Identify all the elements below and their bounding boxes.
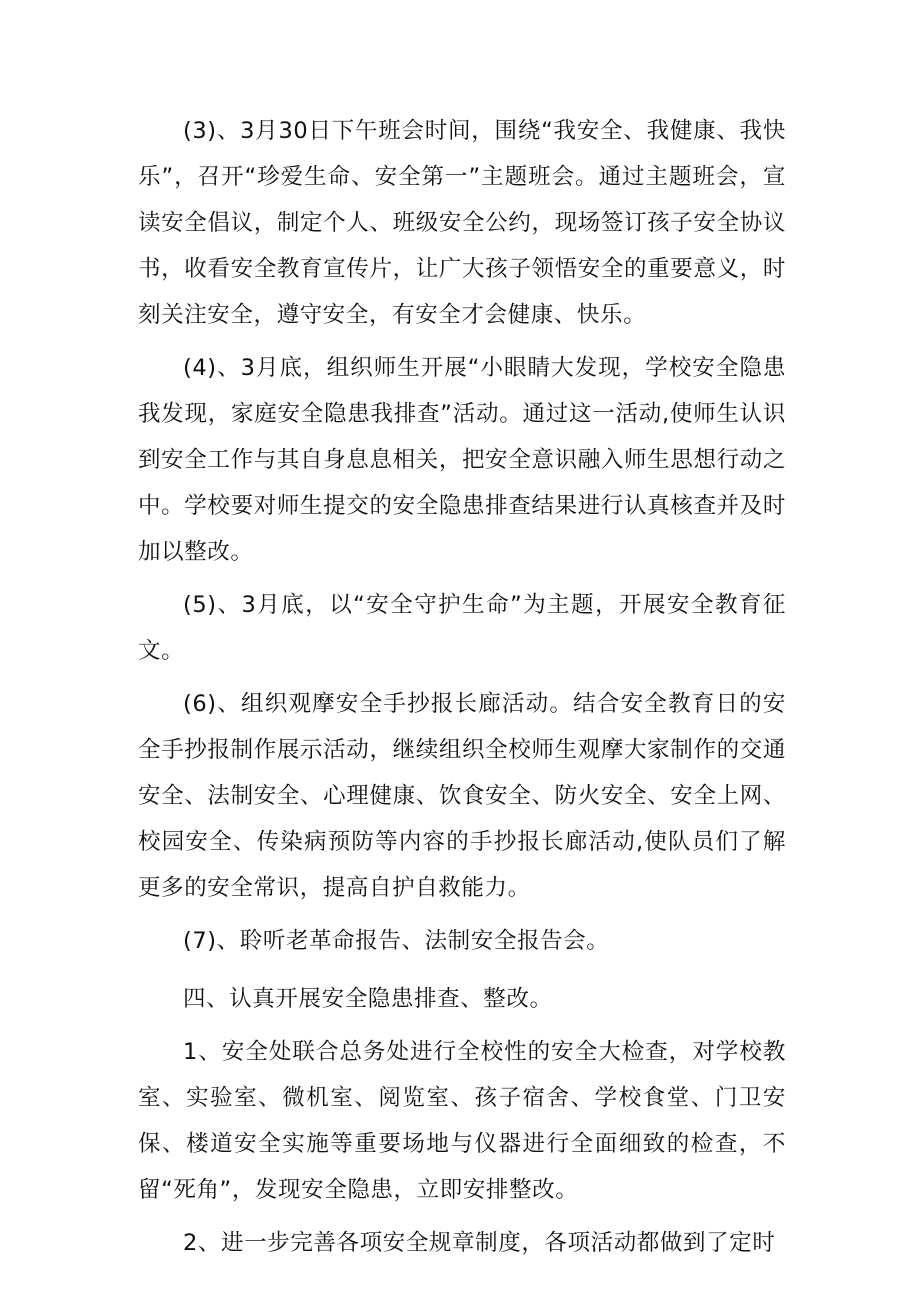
paragraph-point-1: 1、安全处联合总务处进行全校性的安全大检查，对学校教室、实验室、微机室、阅览室、孩子宿舍、学校食堂、门卫安保、楼道安全实施等重要场地与仪器进行全面细致的检查，不留“死角”，发现安全隐患，立即安排整改。 — [138, 1039, 786, 1203]
document-body — [138, 108, 786, 1266]
section-heading-4: 四、认真开展安全隐患排查、整改。 — [183, 986, 553, 1012]
paragraph-item-7: (7)、聆听老革命报告、法制安全报告会。 — [183, 928, 610, 954]
paragraph-item-3: (3)、3月30日下午班会时间，围绕“我安全、我健康、我快乐”，召开“珍爱生命、安全第一”主题班会。通过主题班会，宣读安全倡议，制定个人、班级安全公约，现场签订孩子安全协议书，收看安全教育宣传片，让广大孩子领悟安全的重要意义，时刻关注安全，遵守安全，有安全才会健康、快乐。 — [138, 118, 786, 328]
paragraph-item-4: (4)、3月底，组织师生开展“小眼睛大发现，学校安全隐患我发现，家庭安全隐患我排查”活动。通过这一活动,使师生认识到安全工作与其自身息息相关，把安全意识融入师生思想行动之中。学校要对师生提交的安全隐患排查结果进行认真核查并及时加以整改。 — [138, 355, 786, 565]
paragraph-item-5: (5)、3月底，以“安全守护生命”为主题，开展安全教育征文。 — [138, 592, 786, 664]
paragraph-point-2: 2、进一步完善各项安全规章制度，各项活动都做到了定时 — [183, 1230, 776, 1256]
paragraph-item-6: (6)、组织观摩安全手抄报长廊活动。结合安全教育日的安全手抄报制作展示活动，继续组织全校师生观摩大家制作的交通安全、法制安全、心理健康、饮食安全、防火安全、安全上网、校园安全、传染病预防等内容的手抄报长廊活动,使队员们了解更多的安全常识，提高自护自救能力。 — [138, 691, 786, 901]
